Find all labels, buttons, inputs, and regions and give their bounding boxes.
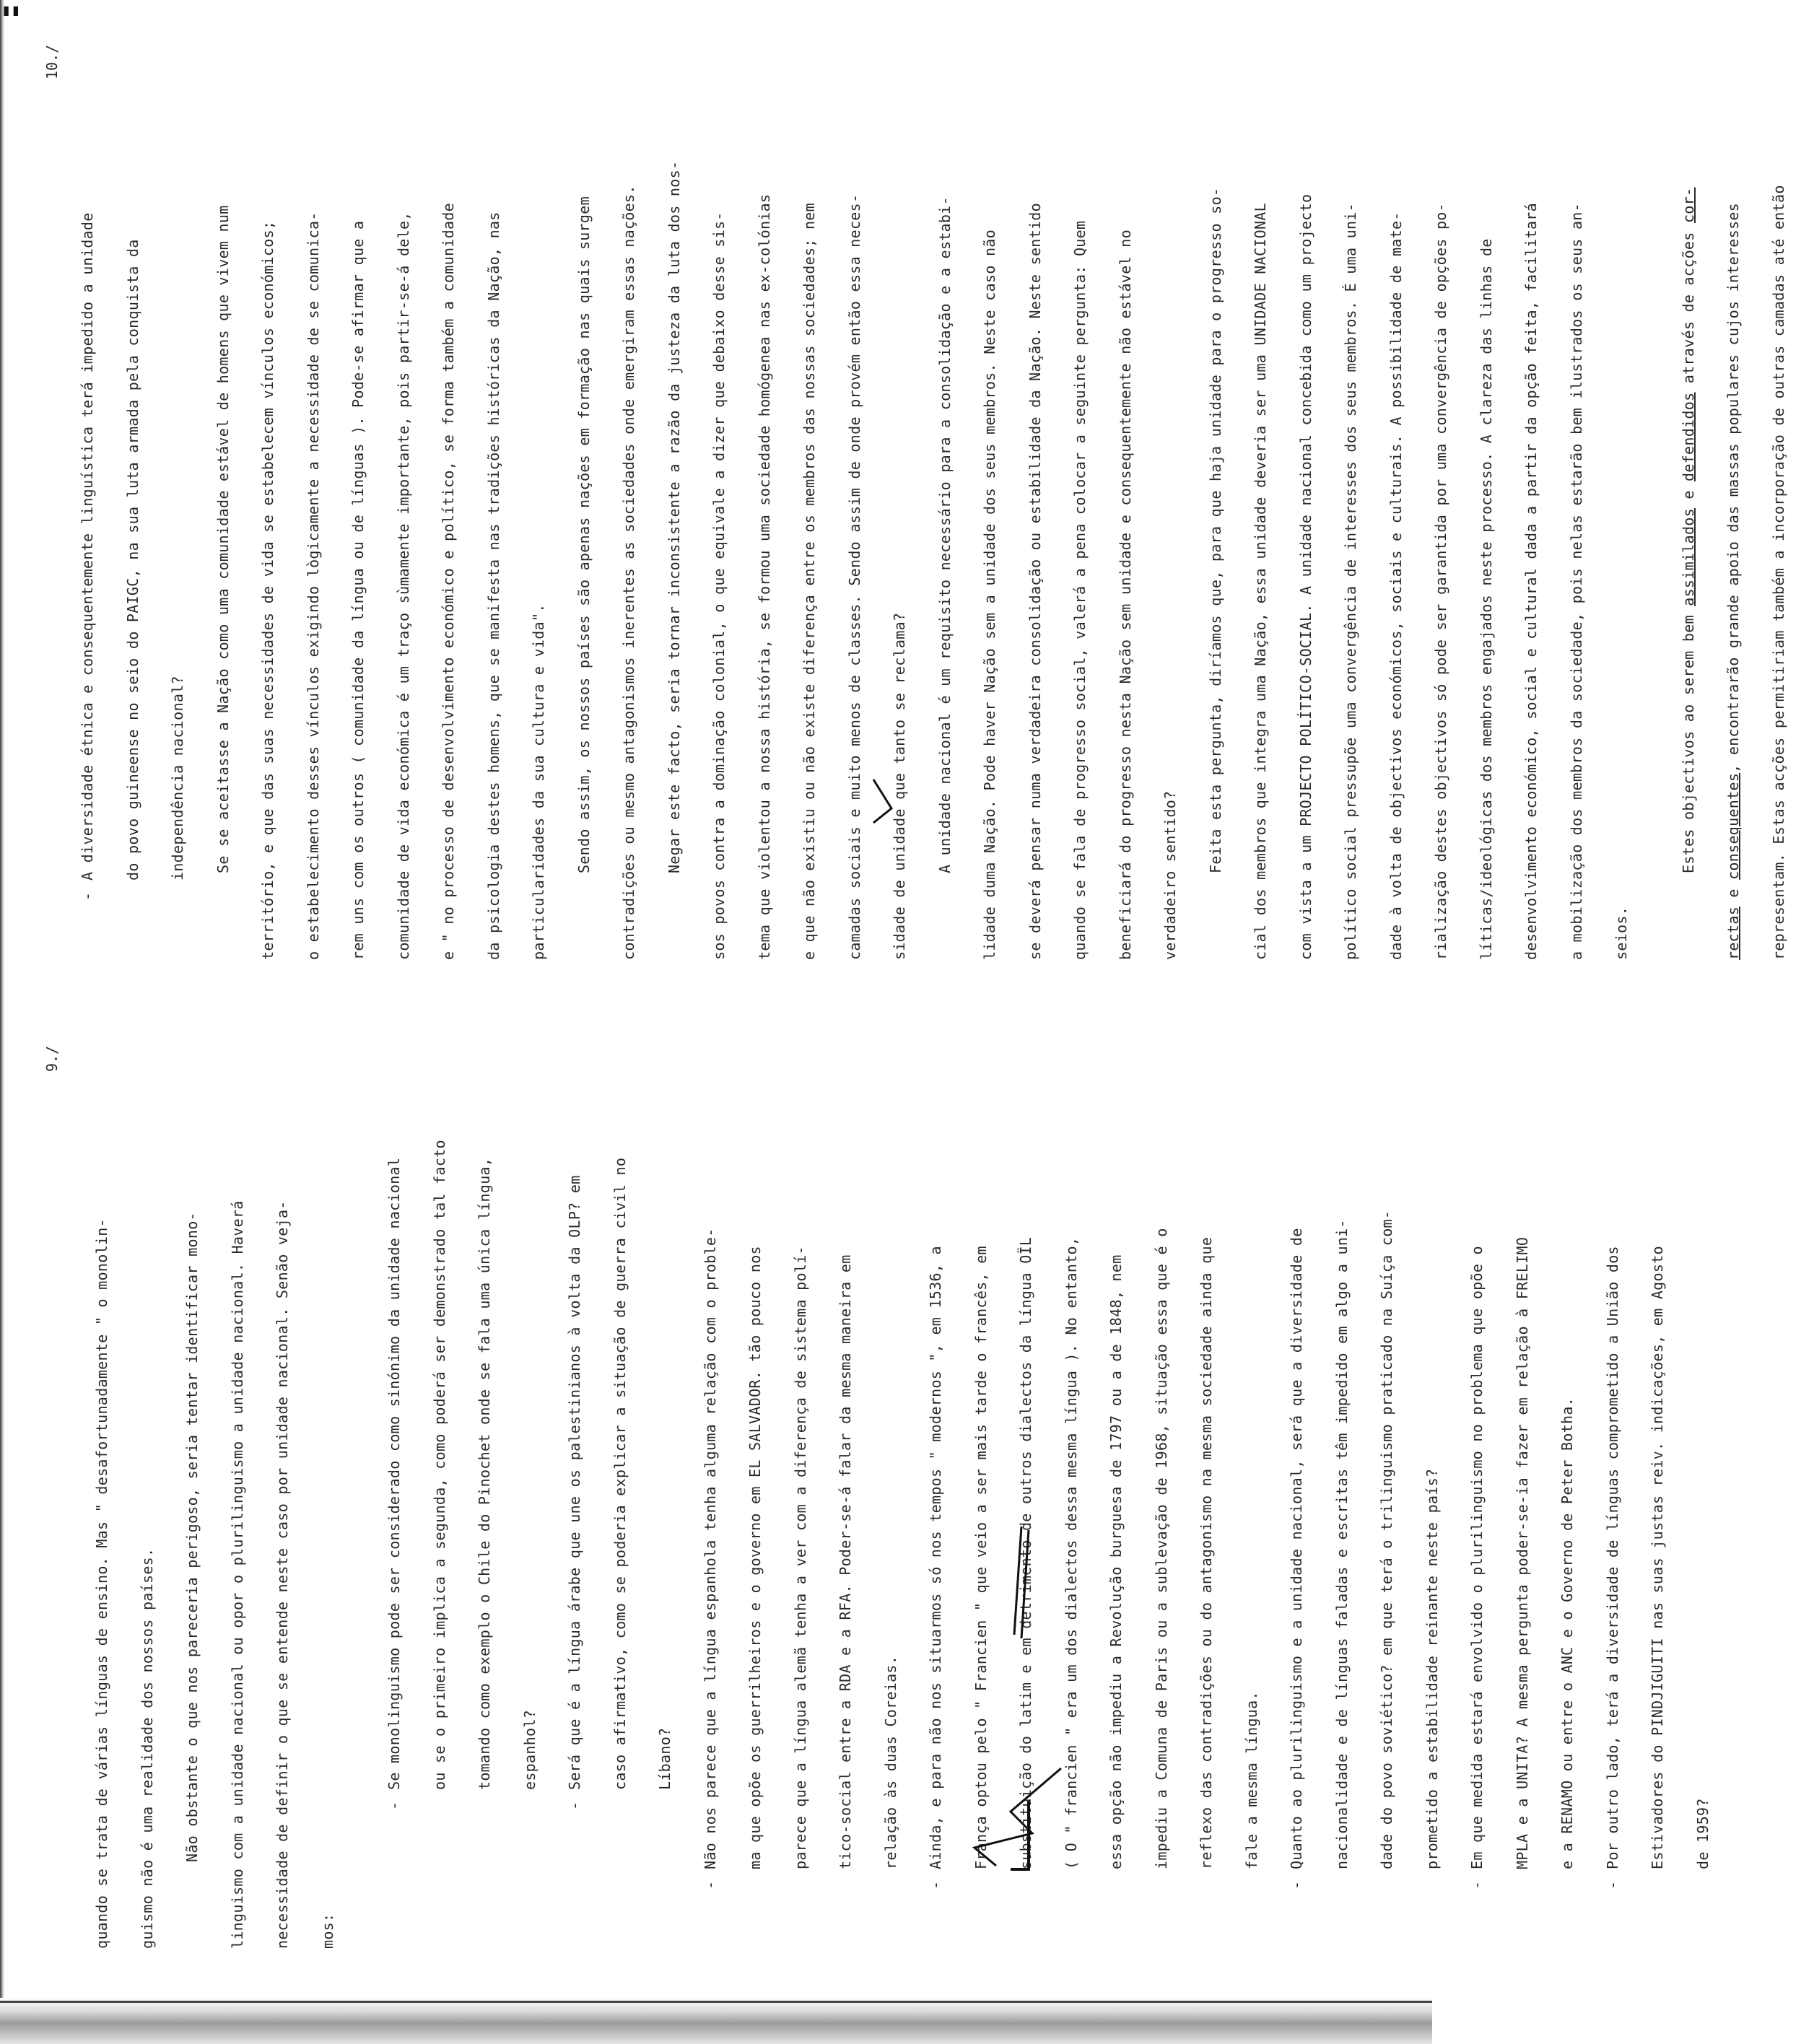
- text-line: da psicologia destes homens, que se manifesta nas tradições históricas da Nação, nas: [484, 211, 502, 960]
- text-line: o estabelecimento desses vínculos exigindo lògicamente a necessidade de se comunica-: [304, 211, 322, 960]
- text-line: parece que a língua alemã tenha a ver com a diferença de sistema polí-: [791, 1246, 809, 1869]
- text-line: particularidades da sua cultura e vida".: [530, 603, 547, 960]
- left-column: [79, 1018, 1711, 1949]
- underlined-word: assimilados: [1679, 508, 1697, 606]
- text-line: substituição do latim e em detrimento de outros dialectos da língua OÏL: [1017, 1236, 1034, 1869]
- text-line: do povo guineense no seio do PAIGC, na sua luta armada pela conquista da: [123, 239, 141, 881]
- text-line: beneficiará do progresso nesta Nação sem unidade e consequentemente não estável no: [1116, 230, 1134, 960]
- underlined-word: cor-: [1679, 187, 1697, 224]
- text-line: relação às duas Coreias.: [881, 1655, 899, 1869]
- text-line: e que não existiu ou não existe diferença entre os membros das nossas sociedades; nem: [801, 203, 818, 960]
- text-line: prometido a estabilidade reinante neste país?: [1423, 1468, 1441, 1869]
- list-item: -A diversidade étnica e consequentemente linguística terá impedido a unidade: [79, 212, 96, 901]
- list-item: -Por outro lado, terá a diversidade de línguas comprometido a União dos: [1603, 1246, 1621, 1890]
- text-line: se deverá pensar numa verdadeira consolidação ou estabilidade da Nação. Neste sentido: [1026, 203, 1044, 960]
- text-line: Estes objectivos ao serem bem assimilados e defendidos através de acções cor-: [1679, 187, 1697, 873]
- text-line: com vista a um PROJECTO POLÍTICO-SOCIAL. A unidade nacional concebida como um projecto: [1296, 193, 1314, 960]
- text-line: Negar este facto, seria tornar inconsistente a razão da justeza da luta dos nos-: [665, 160, 683, 873]
- text-line: território, e que das suas necessidades de vida se estabelecem vínculos económicos;: [259, 220, 276, 960]
- text-line: verdadeiro sentido?: [1161, 790, 1179, 960]
- underlined-word: consequentes: [1724, 772, 1742, 880]
- page-number-right: 10./: [43, 44, 61, 79]
- text-line: rem uns com os outros ( comunidade da língua ou de línguas ). Pode-se afirmar que a: [349, 220, 367, 960]
- text-line: guismo não é uma realidade dos nossos países.: [138, 1547, 156, 1949]
- text-line: desenvolvimento económico, social e cultural dada a partir da opção feita, facilitará: [1522, 203, 1540, 960]
- text-line: quando se trata de várias línguas de ensino. Mas " desafortunadamente " o monolin-: [93, 1218, 110, 1949]
- text-line: ou se o primeiro implica a segunda, como poderá ser demonstrado tal facto: [430, 1140, 448, 1790]
- rotated-document-page: [22, 29, 1787, 1978]
- text-line: essa opção não impediu a Revolução burguesa de 1797 ou a de 1848, nem: [1107, 1254, 1125, 1869]
- text-line: dade do povo soviético? em que terá o trilinguismo praticado na Suíça com-: [1378, 1210, 1395, 1869]
- text-line: dade à volta de objectivos económicos, sociais e culturais. A possibilidade de mate-: [1387, 211, 1405, 960]
- text-line: tomando como exemplo o Chile do Pinochet onde se fala uma única língua,: [476, 1157, 493, 1790]
- text-line: sos povos contra a dominação colonial, o que equivale a dizer que debaixo desse sis-: [710, 211, 728, 960]
- list-item: -Em que medida estará envolvido o plurilinguismo no problema que opõe o: [1468, 1246, 1486, 1890]
- text-line: Líbano?: [656, 1727, 673, 1790]
- text-line: sidade de unidade que tanto se reclama?: [891, 612, 908, 960]
- text-line: rectas e consequentes, encontrarão grande apoio das massas populares cujos interesses: [1724, 203, 1742, 960]
- text-line: MPLA e a UNITA? A mesma pergunta poder-se-ia fazer em relação à FRELIMO: [1513, 1236, 1531, 1869]
- text-line: rialização destes objectivos só pode ser garantida por uma convergência de opções po-: [1432, 203, 1449, 960]
- text-line: A unidade nacional é um requisito necessário para a consolidação e a estabi-: [936, 196, 954, 873]
- text-line: nacionalidade e de línguas faladas e escritas têm impedido em algo a uni-: [1333, 1219, 1351, 1869]
- text-line: político social pressupõe uma convergência de interesses dos seus membros. É uma uni-: [1342, 203, 1359, 960]
- text-line: Não obstante o que nos pareceria perigoso, seria tentar identificar mono-: [183, 1212, 201, 1862]
- text-line: quando se fala de progresso social, valerá a pena colocar a seguinte pergunta: Quem: [1071, 220, 1089, 960]
- text-line: contradições ou mesmo antagonismos inerentes as sociedades onde emergiram essas nações.: [620, 185, 637, 960]
- text-line: Estivadores do PINDJIGUITI nas suas justas reiv. indicações, em Agosto: [1649, 1246, 1666, 1869]
- text-line: impediu a Comuna de Paris ou a sublevação de 1968, situação essa que é o: [1152, 1228, 1170, 1869]
- text-line: reflexo das contradições ou do antagonismo na mesma sociedade ainda que: [1198, 1236, 1215, 1869]
- text-line: de 1959?: [1693, 1798, 1711, 1869]
- text-line: e " no processo de desenvolvimento económico e político, se forma também a comunidade: [440, 203, 457, 960]
- text-line: e a RENAMO ou entre o ANC e o Governo de Peter Botha.: [1558, 1397, 1576, 1869]
- list-item: -Se monolinguismo pode ser considerado como sinónimo da unidade nacional: [385, 1157, 403, 1810]
- list-item: -Ainda, e para não nos situarmos só nos tempos " modernos ", em 1536, a: [927, 1246, 944, 1890]
- scan-corner-mark: ▮▮: [1, 1, 21, 19]
- list-item: -Será que é a língua árabe que une os palestinianos à volta da OLP? em: [566, 1175, 583, 1810]
- text-line: camadas sociais e muito menos de classes. Sendo assim de onde provém então essa neces-: [845, 193, 863, 960]
- underlined-word: defendidos: [1679, 392, 1697, 481]
- text-line: representam. Estas acções permitiriam também a incorporação de outras camadas até então: [1769, 185, 1787, 960]
- list-item: -Quanto ao plurilinguismo e a unidade nacional, será que a diversidade de: [1288, 1228, 1305, 1890]
- text-line: Feita esta pergunta, diríamos que, para que haja unidade para o progresso so-: [1206, 187, 1224, 873]
- scan-edge-line: [0, 2001, 1432, 2003]
- text-line: fale a mesma língua.: [1242, 1691, 1260, 1869]
- text-line: necessidade de definir o que se entende neste caso por unidade nacional. Senão veja-: [274, 1200, 291, 1949]
- text-line: Sendo assim, os nossos países são apenas nações em formação nas quais surgem: [575, 196, 593, 873]
- text-line: caso afirmativo, como se poderia explicar a situação de guerra civil no: [611, 1157, 629, 1790]
- text-line: cial dos membros que integra uma Nação, essa unidade deveria ser uma UNIDADE NACIONAL: [1252, 203, 1269, 960]
- text-line: a mobilização dos membros da sociedade, pois nelas estarão bem ilustrados os seus an-: [1567, 203, 1585, 960]
- text-line: mos:: [318, 1913, 336, 1949]
- text-line: tema que violentou a nossa história, se formou uma sociedade homógenea nas ex-colónias: [755, 193, 773, 960]
- scan-shadow-left: [0, 0, 4, 2044]
- text-line: ( O " francien " era um dos dialectos dessa mesma língua ). No entanto,: [1062, 1236, 1080, 1869]
- text-line: comunidade de vida económica é um traço sùmamente importante, pois partir-se-á dele,: [394, 211, 412, 960]
- text-line: lidade duma Nação. Pode haver Nação sem a unidade dos seus membros. Neste caso não: [981, 230, 998, 960]
- text-line: tico-social entre a RDA e a RFA. Poder-se-á falar da mesma maneira em: [837, 1254, 854, 1869]
- text-line: França optou pelo " Francien " que veio a ser mais tarde o francês, em: [972, 1246, 990, 1869]
- list-item: -Não nos parece que a língua espanhola tenha alguma relação com o proble-: [701, 1228, 719, 1890]
- text-line: linguismo com a unidade nacional ou opor o plurilinguismo a unidade nacional. Haverá: [228, 1200, 246, 1949]
- page-number-left: 9./: [43, 1045, 61, 1072]
- right-column: [65, 40, 1787, 960]
- text-line: ma que opõe os guerrilheiros e o governo em EL SALVADOR. tão pouco nos: [746, 1246, 764, 1869]
- text-line: Se se aceitasse a Nação como uma comunidade estável de homens que vivem num: [214, 205, 232, 873]
- text-line: independência nacional?: [169, 676, 186, 881]
- scan-shadow-bottom: [0, 1998, 1432, 2044]
- underlined-word: rectas: [1724, 906, 1742, 960]
- text-line: espanhol?: [520, 1709, 538, 1790]
- text-line: líticas/ideológicas dos membros engajados neste processo. A clareza das linhas de: [1477, 238, 1495, 960]
- text-line: seios.: [1613, 906, 1630, 960]
